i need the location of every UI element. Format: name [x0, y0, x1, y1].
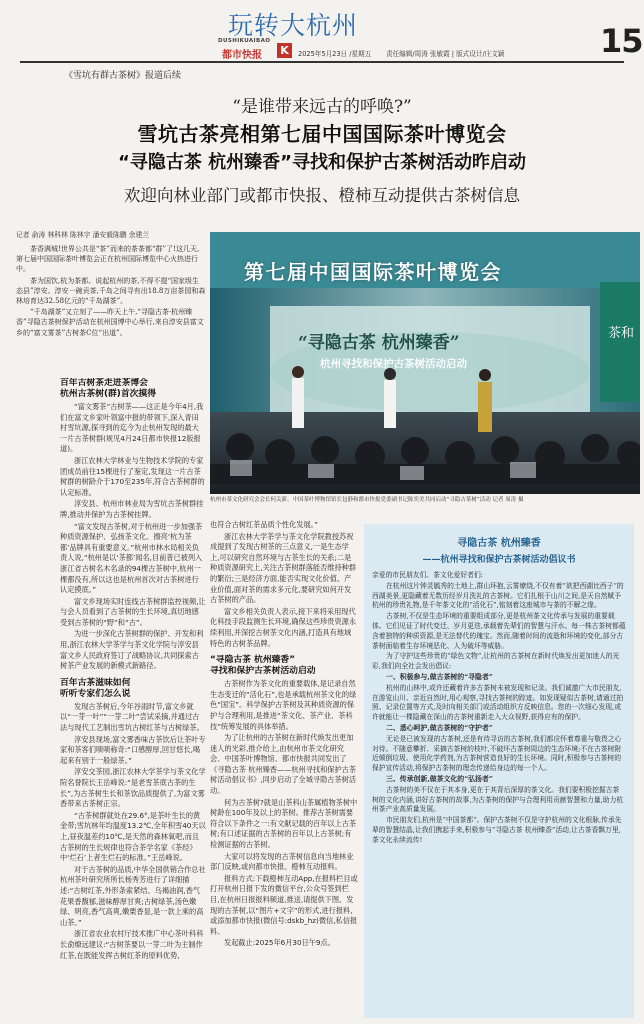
masthead	[0, 0, 644, 62]
proposal-paragraph: 在杭州这片钟灵毓秀的土地上,群山环抱,云雾缭绕,不仅有着“欲把西湖比西子”的西湖美景,更隐藏着无数历经岁月洗礼的古茶树。它们扎根于山川之间,是天自然赋予杭州的珍贵礼物,是千年茶文化的“活化石”,铭刻着这座城市与茶的不解之缘。	[372, 581, 624, 610]
photo-event-title: “寻隐古茶 杭州臻香”	[298, 333, 460, 353]
proposal-item-body: 杭州的山林中,或许还藏着许多古茶树未被发现和记录。我们诚邀广大市民朋友,在游览山川、亲近自然时,用心观察,寻找古茶树的踪迹。如发现疑似古茶树,请通过拍照、记录位置等方式,及时向相关部门或活动组织方反映信息。您的一次细心发现,或许就能让一棵隐藏在深山的古茶树重新走入大众视野,获得应有的保护。	[372, 683, 624, 722]
body-paragraph: “富文雾茶”古树茶——这正是今年4月,我们在富文乡家叶领富中报的带领下,深入青田村雪坑源,探寻到的迄今为止杭州发现的最大一片古茶树群(规见4月24日都市快报12版报道)。	[60, 402, 204, 454]
proposal-box	[364, 524, 634, 1018]
photo-banner-text: 第七届中国国际茶叶博览会	[244, 260, 502, 284]
proposal-salutation: 亲爱的市民朋友们、茶文化爱好者们:	[372, 571, 484, 579]
body-paragraph: 大家可以将发现的古茶树信息向当地林业部门反映,或向都市快报、橙柿互动报料。	[210, 851, 354, 872]
event-photo	[210, 232, 640, 494]
body-paragraph: 富文乡相关负责人表示,接下来将采用现代化科技手段监测生长环境,确保这些珍贵资源永续利用,并深挖古树茶文化内涵,打造具有地域特色的古树茶品牌。	[210, 606, 357, 648]
headline-second: “寻隐古茶 杭州臻香”寻找和保护古茶树活动昨启动	[118, 152, 526, 173]
proposal-item-title: 三、传承创新,做茶文化的“弘扬者”	[386, 774, 493, 783]
body-paragraph: 古茶树作为茶文化的重要载体,是记录自然生态变迁的“活化石”,也是承载杭州茶文化的绿色“国宝”。科学保护古茶树及其种质资源的保护与合理利用,是推进“茶文化、茶产业、茶科技”统筹发展的具体举措。	[210, 679, 357, 731]
masthead-rule	[20, 61, 624, 63]
body-paragraph: 浙江农林大学茶学与茶文化学院教授苏祝成提到了发现古树茶的三点意义,一是生态学上,可以研究自然环境与古茶生长的关系;二是种质资源研究上,关注古茶树群落能否维持种群的繁衍;三是经济方面,能否实现文化价值、产业价值,面对茶的需求多元化,要研究如何开发古茶树的产品。	[210, 531, 357, 605]
photo-side-text: 茶和	[608, 326, 635, 341]
lead-paragraph: “千岛湖茶”又立刻了——昨天上午,“寻隐古茶·杭州臻香”寻隐古茶树保护活动在杭州国博中心举行,来自淳安县富文乡的“富文雾茶”古树茶C位“出道”。	[16, 308, 204, 337]
headline-main: 雪坑古茶亮相第七届中国国际茶叶博览会	[137, 122, 507, 146]
subheading-3: “寻隐古茶 杭州臻香” 寻找和保护古茶树活动启动	[210, 655, 316, 677]
photo-event-subtitle: 杭州寻找和保护古茶树活动启动	[320, 358, 467, 370]
paper-name: 都市快报	[222, 50, 262, 61]
body-paragraph: 富文乡现场实时连线古茶树群监控视频,让与会人员看到了古茶树的生长环境,真切地感受到古茶树的“野”和“古”。	[60, 596, 206, 627]
byline: 记者 俞涛 林科林 陈林宇 潘安毅陈鹏 余建兰	[16, 231, 150, 239]
subheading-1: 百年古树茶走进茶博会 杭州古茶树(群)首次摸得	[60, 378, 157, 399]
subheading-2: 百年古茶滋味如何 听听专家们怎么说	[60, 677, 131, 699]
body-paragraph: 报料方式:下载橙柿互动App,在报料栏目或打开杭州日报下发的微信平台,公众号签到栏目,在杭州日报报料频道,推送,请提供下图、发现的古茶树,以“图片+文字”的形式,进行报料,或添加都市快报(微信号:dskb_hz)微信,私信报料。	[210, 873, 358, 936]
date-line: 2025年5月23日 /星期五	[298, 50, 372, 58]
proposal-paragraph: 为了守护这些珍贵的“绿色文物”,让杭州的古茶树在新时代焕发出更加迷人的光彩,我们向全社会发出倡议:	[372, 652, 620, 671]
body-paragraph: 淳安县现场,富文雾香味古茶饮后让茶叶专家和茶客们啧啧称奇:“口感醇厚,回甘悠长,喝起来有别于一般绿茶。”	[60, 734, 206, 765]
photo-caption: 杭州市茶文化研究会会长何关新、中国茶叶博物馆馆长包静和都市快报党委副书记陈奕美共同启动“寻隐古茶树”活动 记者 周涛 摄	[210, 497, 524, 503]
proposal-subheading: ——杭州寻找和保护古茶树活动倡议书	[422, 555, 576, 565]
series-tag: 《雪坑有群古茶树》报道后续	[64, 71, 182, 81]
body-paragraph: 对于古茶树的品质,中华全国供销合作总社杭州茶叶研究所所长杨秀芳进行了详细描述:“古树红茶,外形条索紧结、乌褐油润,香气花果香馥郁,滋味醇厚甘爽;古树绿茶,汤色嫩绿、明亮,香气高爽,嫩栗香显,是一款上乘的高山茶。”	[60, 864, 206, 927]
paper-pinyin: DUSHIKUAIBAO	[218, 38, 271, 44]
lead-box	[16, 244, 206, 362]
lead-paragraph: 茶香满城!世界公共是“茶”而来的茶茶都“群”了!这几天,第七届中国国际茶叶博览会正在杭州国际博览中心火热进行中。	[16, 245, 200, 274]
proposal-closing: 市民朋友们,杭州是“中国茶都”。保护古茶树不仅是守护杭州的文化根脉,传承先辈的智慧结晶,让我们携起手来,积极参与“寻隐古茶 杭州臻香”活动,让古茶香飘万里,茶文化永续流传!	[372, 816, 622, 844]
body-paragraph: 浙江省农业农村厅技术推广中心茶叶科科长俞燎远建议:“古树茶要以一芽二叶为主制作红茶,在既能发挥古树红茶的原料优势,	[60, 929, 204, 960]
proposal-heading: 寻隐古茶 杭州臻香	[457, 538, 541, 549]
proposal-body	[364, 565, 634, 846]
body-paragraph: “富文发现古茶树,对于杭州进一步加强茶种质资源保护、弘扬茶文化、擦亮‘杭为茶都’品牌具有重要意义。”杭州市林水局相关负责人说,“杭州是以‘茶都’闻名,目前普已被列入浙江省古树名木名录的94棵古茶树中,杭州一棵都没有,所以这也是杭州首次对古茶树进行认定摸底。”	[60, 521, 203, 595]
lead-paragraph: 茶为国饮,杭为茶都。说起杭州的茶,不得不提“国家级生态县”淳安。淳安一碗贡茶,千岛之间寻有出18.8万亩茶园和森林培育达32.58亿元的“千岛湖茶”。	[16, 276, 206, 306]
paper-logo-icon	[277, 43, 292, 58]
proposal-item-title: 一、积极参与,做古茶树的“寻隐者”	[386, 672, 493, 681]
body-paragraph: 淳安县、杭州市林业局为雪坑古茶树群挂牌,推动并保护为古茶树挂牌。	[60, 499, 204, 519]
body-paragraph: 发现古茶树后,今年谷雨时节,富文乡就以“一芽一叶”“一芽二叶”尝试采摘,并通过古法与现代工艺制出雪坑古树红茶与古树绿茶。	[60, 701, 204, 733]
section-title: 玩转大杭州	[228, 11, 359, 40]
page-number: 15	[600, 22, 643, 60]
proposal-item-title: 二、悉心呵护,做古茶树的“守护者”	[386, 723, 493, 732]
editors-line: 责任编辑/周涛 张敏霞 | 版式设计/庄文颖	[386, 50, 505, 58]
body-paragraph: 淳安交茶园,浙江农林大学茶学与茶文化学院名誉院长王岳峰说:“是老雪茶底古茶的生长”,为古茶树生长和茶饮品质提供了,为富文雾香带来古茶树正宗。	[60, 767, 206, 809]
body-paragraph: 为了让杭州的古茶树在新时代焕发出更加迷人的光彩,推介给上,由杭州市茶文化研究会、中国茶叶博物馆、都市快报共同发出了《寻隐古茶 杭州臻香——杭州寻找和保护古茶树活动倡议书》,同步启动了全城寻隐古茶树活动。	[210, 733, 357, 796]
body-paragraph: 浙江农林大学林业与生物技术学院的专家团成员前往15棵进行了鉴定,发现这一片古茶树群的树龄介于170至235年,符合古茶树群的认定标准。	[60, 455, 205, 497]
body-paragraph: 也符合古树红茶品质个性化发展。”	[210, 520, 318, 529]
proposal-item-body: 古茶树的美不仅在于其本身,更在于其背后深厚的茶文化。我们要积极挖掘古茶树的文化内涵,讲好古茶树的故事,为古茶树的保护与合理利用贡献智慧和力量,助力杭州茶产业高质量发展。	[372, 785, 624, 814]
logo-letter: K	[280, 44, 289, 57]
article-column-2	[210, 520, 358, 1018]
headline-third: 欢迎向林业部门或都市快报、橙柿互动提供古茶树信息	[124, 186, 520, 205]
body-paragraph: 发起截止:2025年6月30日午9点。	[224, 938, 335, 948]
proposal-paragraph: 古茶树,不仅是生态环境的重要组成部分,更是杭州茶文化传承与发展的重要载体。它们见证了时代变迁、岁月更迭,承载着先辈们的智慧与汗水。每一株古茶树都蕴含着独特的种质资源,是无法替代的瑰宝。然而,随着时间的流逝和环境的变化,部分古茶树面临着生存环境恶化、人为破坏等威胁。	[372, 612, 626, 650]
body-paragraph: 何为古茶树?就是山茶科山茶属植物茶树中树龄在100年及以上的茶树。推荐古茶树需要符合以下条件之一:有文献记载的百年以上古茶树;有口述证据的古茶树的百年以上古茶树;有检测证据的古茶树。	[210, 797, 358, 850]
body-paragraph: “古茶树群就处在29.6°,是茶叶生长的黄金带;雪坑林年均温度13.2℃,全年积雪40天以上,昼夜温差约10℃,是天然的森林氧吧,而且古茶树的生长规律也符合茶学名家《茶经》中‘烂石’上者生烂石的标准。”王岳峰说。	[60, 810, 206, 863]
proposal-item-body: 无论是已被发现的古茶树,还是有待寻访的古茶树,我们都应怀着尊重与敬畏之心对待。不随意攀折、采摘古茶树的枝叶,不破坏古茶树周边的生态环境;不在古茶树附近倾倒垃圾、使用化学药剂,为古茶树营造良好的生长环境。同时,积极参与古茶树的保护宣传活动,将保护古茶树的理念传递给身边的每一个人。	[372, 734, 622, 773]
body-paragraph: 为进一步深化古茶树群的保护、开发和利用,浙江农林大学茶学与茶文化学院与淳安县富文乡人民政府签订了战略协议,共同探索古树茶产业发展的新模式新路径。	[60, 629, 204, 671]
article-column-1	[60, 378, 206, 1018]
headline-kicker: “是谁带来远古的呼唤?”	[232, 97, 412, 117]
